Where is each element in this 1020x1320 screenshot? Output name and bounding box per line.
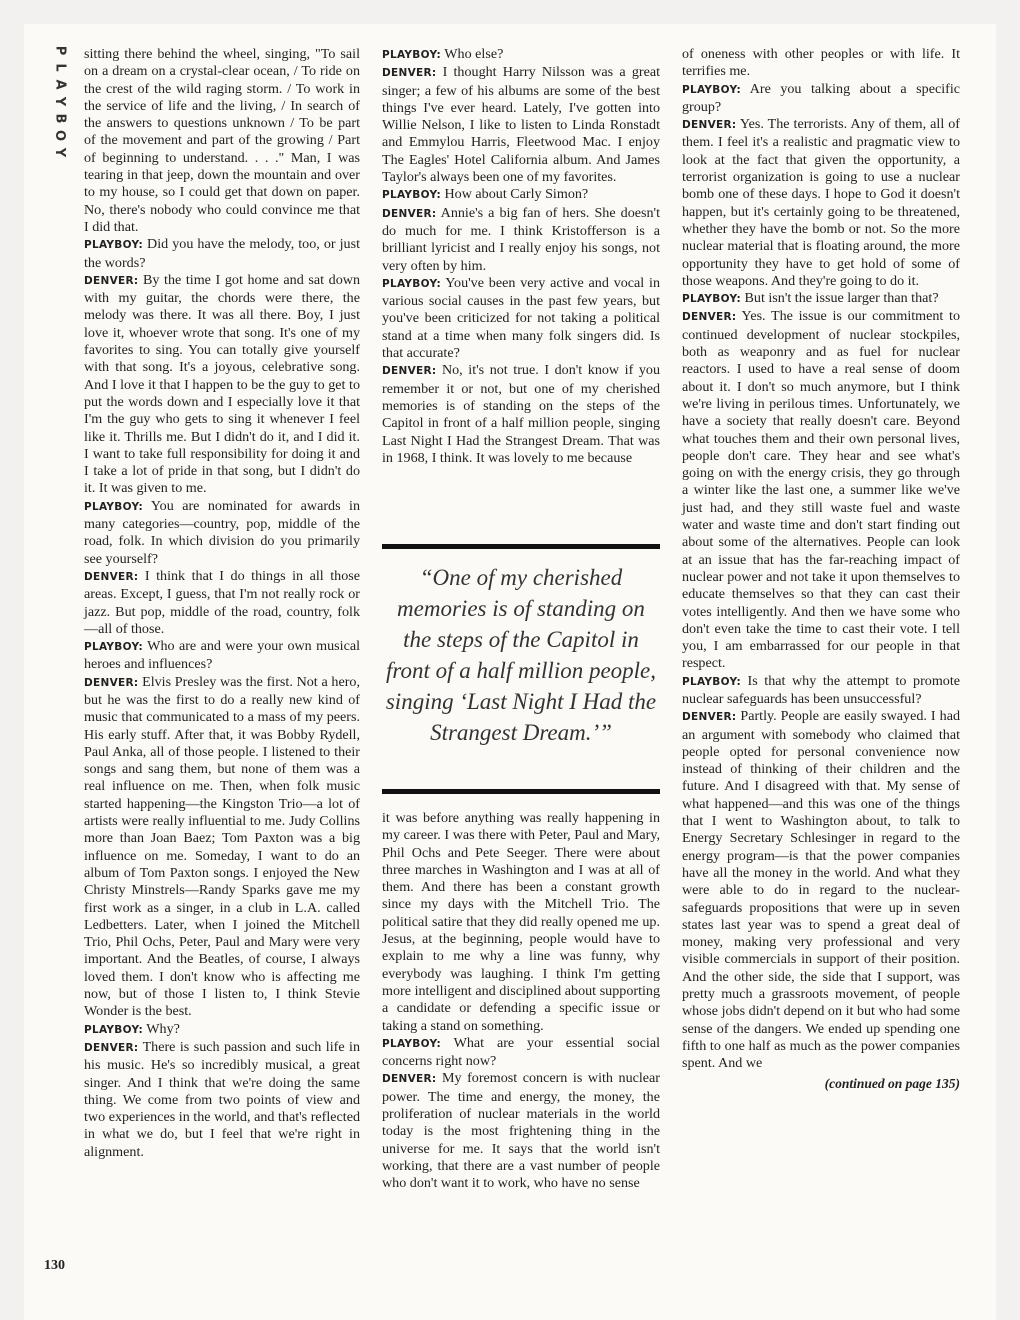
column-3 [682, 46, 960, 1092]
runner-letter: A [52, 79, 68, 90]
paragraph-text: Annie's a big fan of hers. She doesn't do much for me. I think Kristofferson is a brilliant lyricist and I really enjoy his songs, not very often by him. [382, 204, 660, 274]
paragraph-text: My foremost concern is with nuclear power. The time and energy, the money, the proliferation of nuclear materials in the world today is the most frightening thing in the universe for me. It says that the world isn't working, that there are a vast number of people who don't want it to work, who have no sense [382, 1070, 660, 1192]
column-3-body [682, 46, 960, 1073]
runner-letter: L [52, 63, 68, 72]
interview-paragraph [382, 46, 660, 64]
speaker-label: PLAYBOY: [682, 675, 741, 688]
paragraph-text: Yes. The issue is our commitment to continued development of nuclear stockpiles, both as weaponry and as fuel for nuclear reactors. I used to have a real sense of doom about it. I don't so much anymore, but I think we're living in perilous times. Unfortunately, we have a society that really doesn't care. Beyond what touches them and their own personal lives, people don't care. They hear and see what's going on with the energy crisis, they go through a winter like the last one, a summer like we've just had, and they still waste fuel and waste water and waste time and don't start finding out about some of the alternatives. People can look at an issue that has the far-reaching impact of nuclear power and not take it upon themselves to educate themselves so that they can cast their votes intelligently. And then we have some who don't even take the time to cast their vote. I tell you, I am embarrassed for our people in that respect. [682, 308, 960, 672]
paragraph-text: No, it's not true. I don't know if you remember it or not, but one of my cherished memories is of standing on the steps of the Capitol in front of a half million people, singing Last Night I Had the Strangest Dream. That was in 1968, I think. It was lovely to me because [382, 362, 661, 466]
paragraph-text: Is that why the attempt to promote nuclear safeguards has been unsuccessful? [682, 672, 960, 707]
paragraph-text: You've been very active and vocal in various social causes in the past few years, but you've been criticized for not taking a political stand at a time when many folk singers did. Is that accurate? [382, 274, 660, 362]
runner-letter: P [52, 45, 68, 56]
paragraph-text: Yes. The terrorists. Any of them, all of them. I feel it's a realistic and pragmatic view to look at the fact that given the opportunity, a terrorist organization is going to use a nuclear bomb one of these days. I hope to God it doesn't happen, but it's certainly going to be threatened, whether they have the bomb or not. So the more nuclear material that is floating around, the more opportunity they have to get hold of some of those weapons. And they're going to do it. [682, 116, 960, 289]
page-number: 130 [44, 1258, 65, 1273]
pull-quote-top-rule [382, 544, 660, 549]
speaker-label: PLAYBOY: [382, 49, 441, 61]
interview-paragraph [84, 272, 360, 498]
interview-paragraph [84, 498, 360, 568]
speaker-label: DENVER: [84, 274, 139, 287]
interview-paragraph [84, 568, 360, 638]
paragraph-text: Did you have the melody, too, or just the words? [84, 236, 360, 271]
speaker-label: PLAYBOY: [84, 239, 143, 252]
speaker-label: PLAYBOY: [382, 277, 441, 290]
running-head-playboy [49, 42, 71, 161]
interview-paragraph [682, 708, 960, 1072]
speaker-label: PLAYBOY: [84, 1023, 143, 1036]
interview-paragraph [682, 46, 960, 81]
paragraph-text: You are nominated for awards in many categories—country, pop, middle of the road, folk. In which division do you primarily see yourself? [84, 497, 360, 567]
paragraph-text: Why? [146, 1020, 180, 1037]
interview-paragraph [382, 186, 660, 204]
speaker-label: DENVER: [682, 311, 737, 324]
paragraph-text: it was before anything was really happening in my career. I was there with Peter, Paul and Mary, Phil Ochs and Pete Seeger. There were about three marches in Washington and I was at all of them. And there has been a constant growth since my days with the Mitchell Trio. The political satire that they did really opened me up. Jesus, at the beginning, people would have to explain to me why a line was funny, why everybody was laughing. I think I'm getting more intelligent and disciplined about supporting a candidate or defending a specific issue or taking a stand on something. [382, 810, 660, 1034]
runner-letter: B [52, 113, 68, 124]
interview-paragraph [382, 64, 660, 186]
runner-letter: Y [52, 147, 68, 158]
paragraph-text: By the time I got home and sat down with my guitar, the chords were there, the melody was there. It was all there. Boy, I just love it, whoever wrote that song. It's one of my favorites to sing. You can totally give yourself with that song. It's a joyous, celebrative song. And I love it that I happen to be the guy to get to put the words down and I especially love it that I'm the guy who gets to sing it whenever I feel like it. Thrills me. But I didn't do it, and I did it. I want to take full responsibility for doing it and I take a lot of pride in that song, but I didn't do it. It was given to me. [84, 271, 360, 497]
paragraph-text: sitting there behind the wheel, singing, "To sail on a dream on a crystal-clear ocean, / To ride on the crest of the wild raging storm. / To work in the service of life and the living, / In search of the answers to questions unknown / To be part of the movement and part of the growing / Part of beginning to understand. . . ." Man, I was tearing in that jeep, down the mountain and over to my house, so I could get that down on paper. No, there's nobody who could convince me that I did that. [84, 46, 360, 235]
column-2-top [382, 46, 660, 467]
paragraph-text: Are you talking about a specific group? [682, 80, 961, 115]
speaker-label: DENVER: [382, 207, 437, 220]
speaker-label: PLAYBOY: [682, 83, 741, 96]
interview-paragraph [84, 46, 360, 236]
speaker-label: PLAYBOY: [84, 500, 143, 513]
pull-quote-box [382, 544, 660, 794]
pull-quote: “One of my cherished memories is of standing on the steps of the Capitol in front of a half million people, singing ‘Last Night I Had the Strangest Dream.’” [385, 565, 657, 745]
speaker-label: PLAYBOY: [682, 293, 741, 306]
runner-letter: O [52, 129, 68, 142]
paragraph-text: of oneness with other peoples or with life. It terrifies me. [682, 46, 960, 80]
paragraph-text: Who else? [444, 46, 504, 62]
speaker-label: DENVER: [84, 676, 139, 689]
speaker-label: DENVER: [682, 119, 737, 132]
interview-paragraph [682, 290, 960, 308]
interview-paragraph [382, 362, 660, 467]
runner-letter: Y [52, 96, 68, 107]
interview-paragraph [382, 1070, 660, 1192]
interview-paragraph [382, 1035, 660, 1071]
paragraph-text: Who are and were your own musical heroes and influences? [84, 638, 360, 673]
interview-paragraph [682, 81, 960, 117]
speaker-label: PLAYBOY: [382, 1037, 441, 1050]
speaker-label: PLAYBOY: [84, 641, 143, 654]
paragraph-text: What are your essential social concerns right now? [382, 1034, 660, 1070]
paragraph-text: There is such passion and such life in his music. He's so incredibly musical, a great singer. And I think that we're doing the same thing. We come from two points of view and two experiences in the world, and that's reflected in what we do, but I feel that we're right in alignment. [84, 1038, 360, 1160]
interview-paragraph [382, 205, 660, 275]
speaker-label: DENVER: [382, 67, 437, 80]
speaker-label: DENVER: [84, 570, 139, 583]
paragraph-text: But isn't the issue larger than that? [744, 290, 939, 307]
interview-paragraph [682, 673, 960, 709]
paragraph-text: How about Carly Simon? [444, 186, 589, 203]
interview-paragraph [84, 236, 360, 272]
interview-paragraph [84, 1021, 360, 1039]
column-2-bottom [382, 810, 660, 1193]
paragraph-text: I think that I do things in all those areas. Except, I guess, that I'm not really rock or jazz. But pop, middle of the road, country, folk—all of those. [84, 567, 361, 637]
interview-paragraph [382, 275, 660, 362]
interview-paragraph [84, 674, 360, 1021]
speaker-label: DENVER: [682, 711, 737, 724]
pull-quote-bottom-rule [382, 789, 660, 794]
speaker-label: DENVER: [84, 1041, 139, 1054]
speaker-label: DENVER: [382, 1073, 437, 1086]
paragraph-text: Elvis Presley was the first. Not a hero, but he was the first to do a really new kind of music that communicated to a mass of my peers. His early stuff. After that, it was Bobby Rydell, Paul Anka, all of those people. I listened to their songs and sang them, but none of them was a real influence on me. Then, when folk music started happening—the Kingston Trio—a lot of artists were really influential to me. Judy Collins more than Joan Baez; Tom Paxton was a big influence on me. Someday, I want to do an album of Tom Paxton songs. I enjoyed the New Christy Minstrels—Randy Sparks gave me my first work as a singer, in a club in L.A. called Ledbetters. Later, when I joined the Mitchell Trio, Phil Ochs, Peter, Paul and Mary were very important. And the Beatles, of course, I always loved them. I don't know who is affecting me now, but of those I listen to, I think Stevie Wonder is the best. [84, 673, 360, 1020]
interview-paragraph [682, 308, 960, 672]
paragraph-text: I thought Harry Nilsson was a great singer; a few of his albums are some of the best things I've ever heard. Lately, I've gotten into Willie Nelson, I like to listen to Linda Ronstadt and Emmylou Harris, Fleetwood Mac. I enjoy The Eagles' Hotel California album. And James Taylor's always been one of my favorites. [382, 64, 660, 186]
paragraph-text: Partly. People are easily swayed. I had an argument with somebody who claimed that people opted for personal convenience now instead of thinking of their children and the future. And I disagreed with that. My sense of what happened—and this was one of the things that I went to Washington about, to talk to Energy Secretary Schlesinger in regard to the energy program—is that the power companies have all the money in the world. And what they were able to do in regard to the nuclear-safeguards propositions that were up in seven states last year was to spend a great deal of money, making very professional and very visible commercials in support of their position. And the other side, the side that I support, was pretty much a grassroots movement, of people whose jobs didn't depend on it but who had some sense of the dangers. We ended up spending one fifth to one half as much as the power companies spent. And we [682, 708, 960, 1072]
interview-paragraph [682, 116, 960, 290]
interview-paragraph [84, 1039, 360, 1161]
continued-note: (continued on page 135) [824, 1075, 960, 1091]
speaker-label: DENVER: [382, 365, 437, 378]
interview-paragraph [84, 638, 360, 674]
column-1 [84, 46, 360, 1161]
interview-paragraph [382, 810, 660, 1035]
speaker-label: PLAYBOY: [382, 189, 441, 202]
